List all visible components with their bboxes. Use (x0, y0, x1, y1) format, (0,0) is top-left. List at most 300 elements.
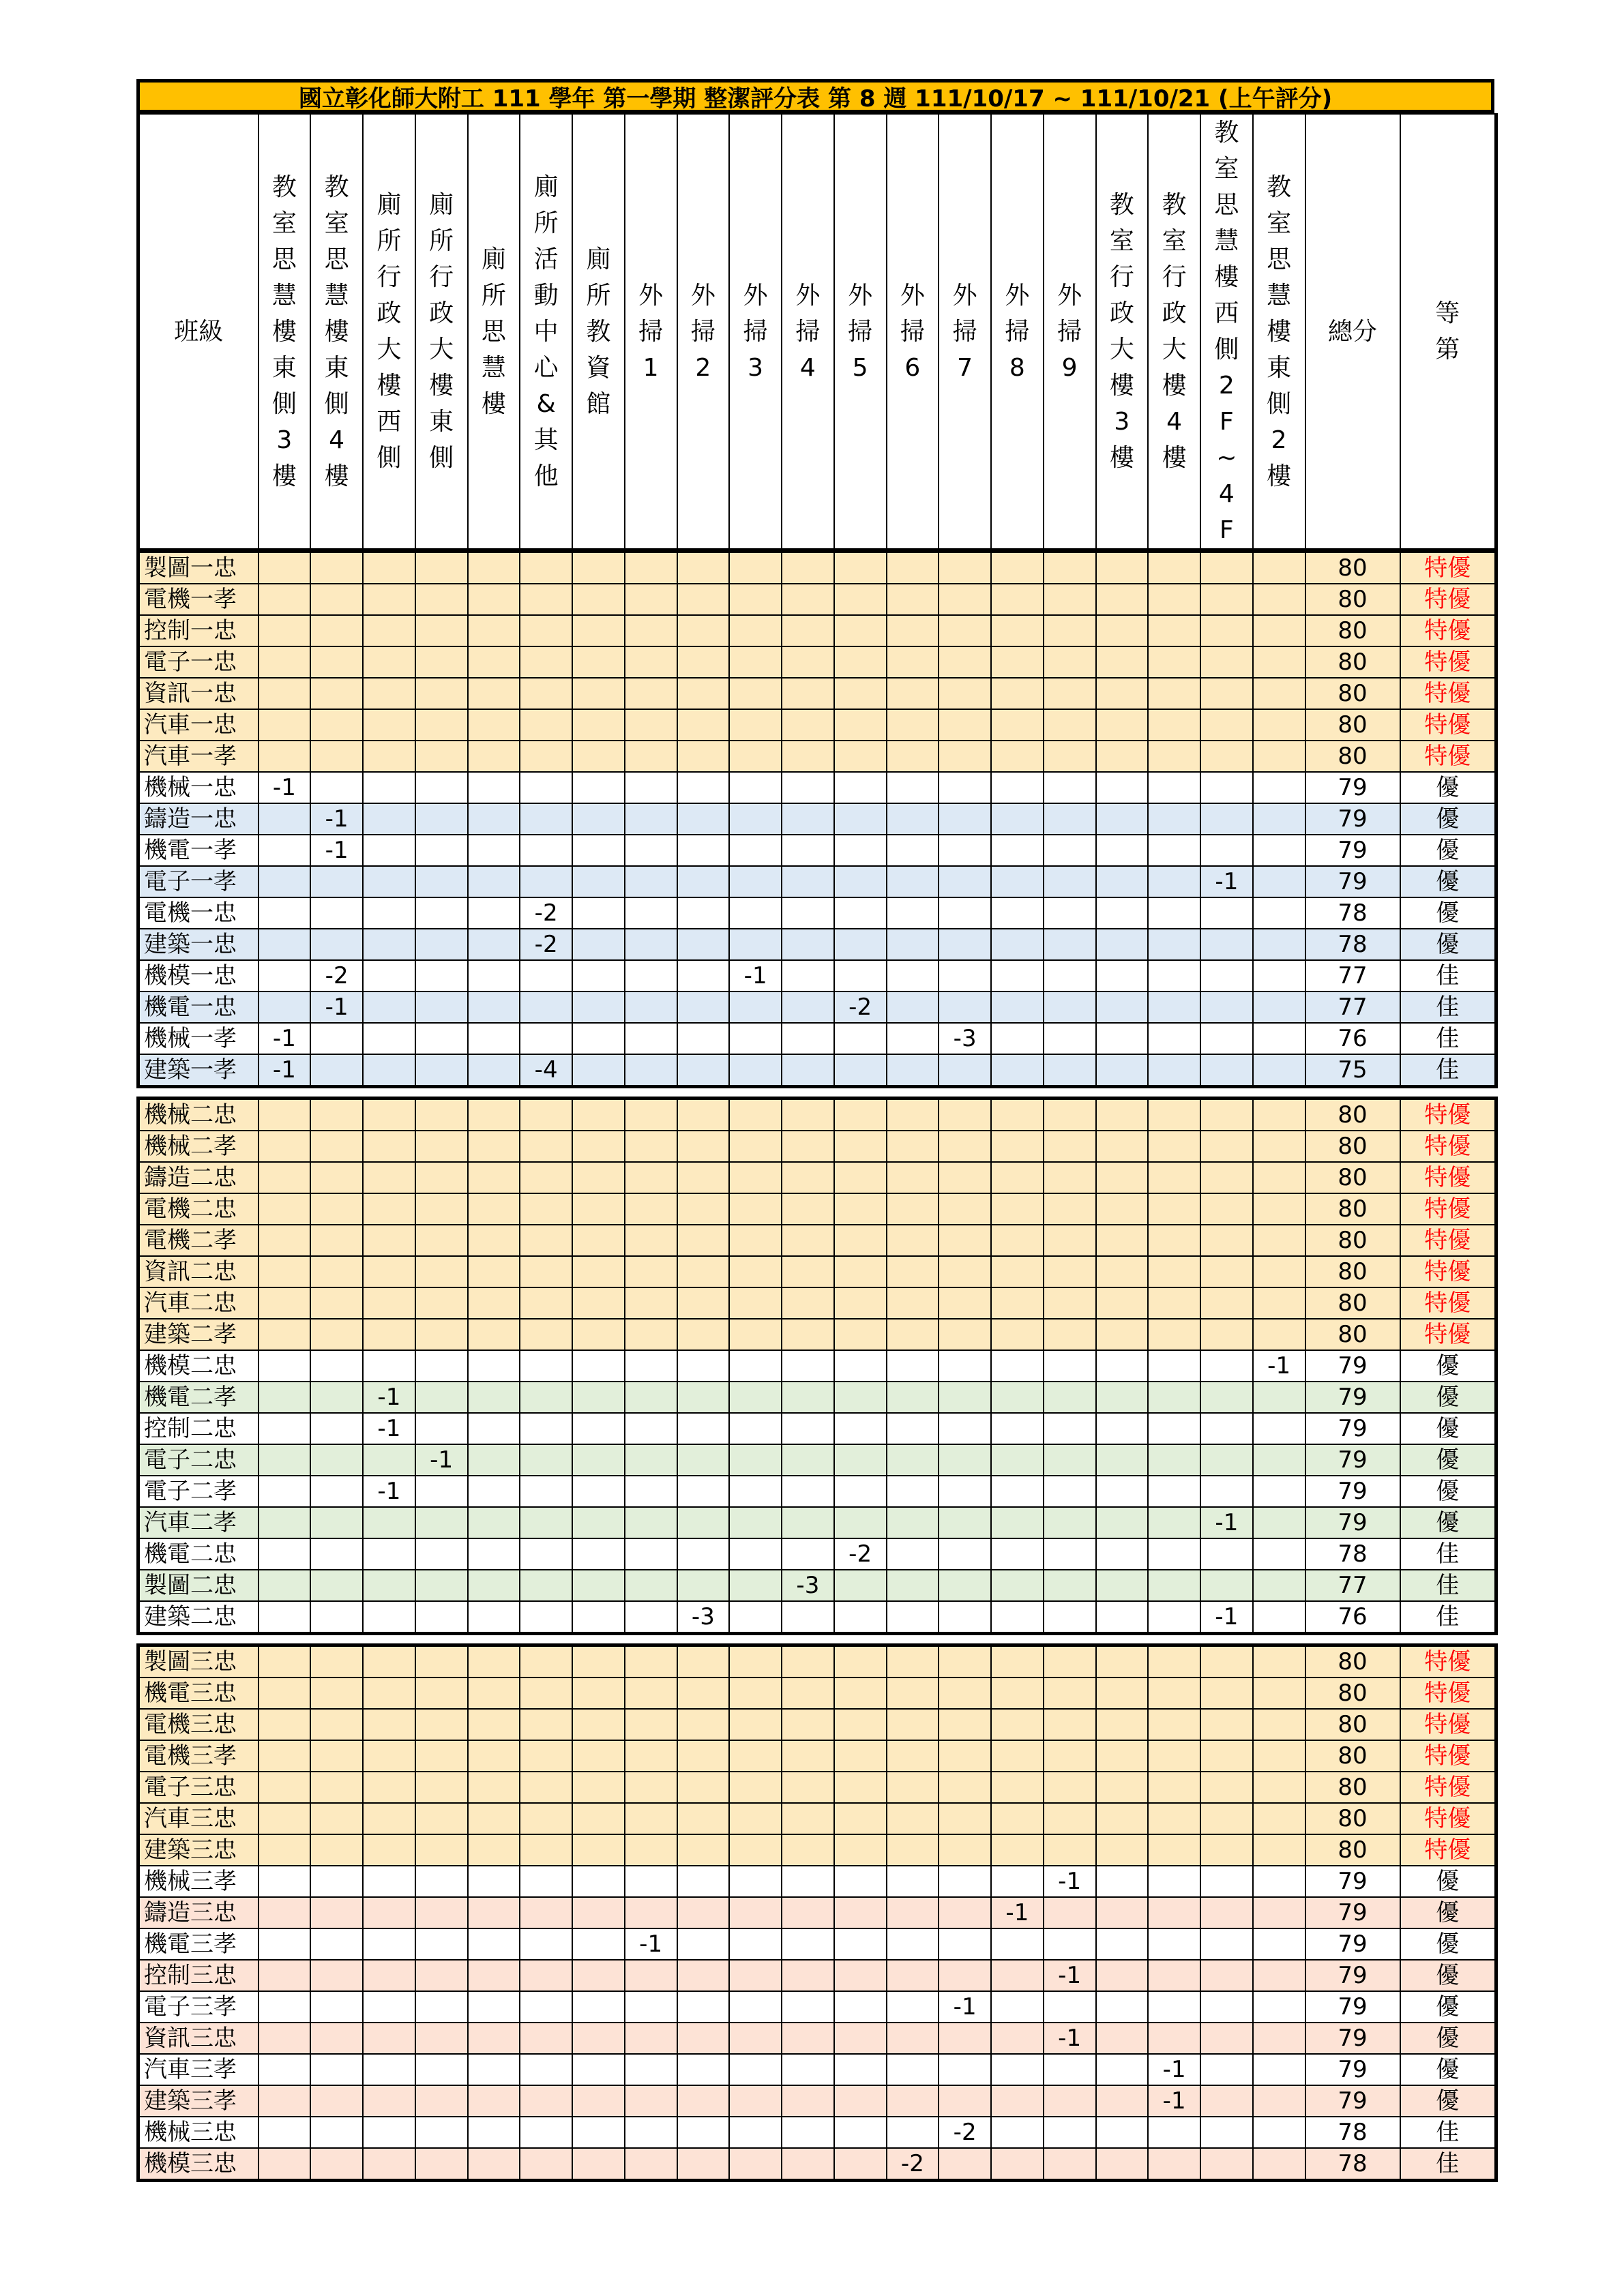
deduction-cell (363, 1193, 415, 1225)
deduction-cell (939, 1413, 991, 1444)
deduction-cell (1148, 1645, 1200, 1678)
deduction-cell (572, 584, 625, 615)
deduction-cell (259, 1709, 311, 1740)
deduction-cell (939, 1834, 991, 1866)
total-score-cell: 80 (1305, 678, 1400, 709)
deduction-cell: -1 (1044, 1866, 1096, 1897)
deduction-cell (677, 835, 730, 866)
table-row (138, 1023, 1496, 1054)
deduction-cell (939, 1444, 991, 1476)
deduction-cell (625, 1131, 677, 1162)
deduction-cell (415, 1413, 468, 1444)
deduction-cell (363, 1319, 415, 1350)
deduction-cell (572, 1740, 625, 1772)
deduction-cell (415, 1740, 468, 1772)
deduction-cell (1200, 1054, 1253, 1087)
grade-cell: 優 (1400, 1476, 1496, 1507)
table-row (138, 1131, 1496, 1162)
deduction-cell (468, 584, 520, 615)
deduction-cell (991, 835, 1044, 866)
deduction-cell: -1 (939, 1991, 991, 2023)
deduction-cell: -1 (363, 1413, 415, 1444)
grade-cell: 佳 (1400, 1570, 1496, 1601)
table-row (138, 1740, 1496, 1772)
grade-cell: 特優 (1400, 1772, 1496, 1803)
deduction-cell (572, 646, 625, 678)
deduction-cell (1044, 1570, 1096, 1601)
deduction-cell (310, 1772, 363, 1803)
deduction-cell (1148, 1287, 1200, 1319)
deduction-cell (625, 1413, 677, 1444)
deduction-cell: -1 (1044, 1960, 1096, 1991)
deduction-cell (887, 615, 939, 646)
deduction-cell (782, 584, 834, 615)
deduction-cell (729, 709, 782, 741)
deduction-cell (1200, 1193, 1253, 1225)
deduction-cell (572, 1162, 625, 1193)
deduction-cell (468, 552, 520, 584)
header-area-14-label: 外 掃 7 (952, 281, 977, 382)
deduction-cell (1148, 1507, 1200, 1538)
deduction-cell (887, 866, 939, 897)
deduction-cell (677, 2117, 730, 2148)
deduction-cell (991, 1099, 1044, 1131)
deduction-cell (887, 1709, 939, 1740)
grade-section-1 (136, 550, 1498, 1088)
header-area-15 (991, 114, 1044, 549)
total-score-cell: 80 (1305, 1287, 1400, 1319)
deduction-cell (1044, 2148, 1096, 2181)
deduction-cell (939, 1803, 991, 1834)
table-row (138, 2023, 1496, 2054)
deduction-cell (259, 1131, 311, 1162)
deduction-cell (729, 992, 782, 1023)
deduction-cell (259, 960, 311, 992)
deduction-cell (1253, 1645, 1305, 1678)
class-name-cell: 電子一忠 (138, 646, 259, 678)
deduction-cell (363, 709, 415, 741)
deduction-cell (939, 1866, 991, 1897)
deduction-cell (468, 646, 520, 678)
deduction-cell (1253, 741, 1305, 772)
deduction-cell (834, 1570, 887, 1601)
deduction-cell (1148, 1382, 1200, 1413)
deduction-cell (939, 1678, 991, 1709)
deduction-cell (677, 1225, 730, 1256)
deduction-cell (259, 1928, 311, 1960)
deduction-cell (625, 2117, 677, 2148)
grade-cell: 佳 (1400, 2117, 1496, 2148)
deduction-cell (415, 2117, 468, 2148)
class-name-cell: 建築二孝 (138, 1319, 259, 1350)
deduction-cell (1200, 1476, 1253, 1507)
deduction-cell (939, 866, 991, 897)
deduction-cell (1096, 552, 1149, 584)
deduction-cell: -1 (1044, 2023, 1096, 2054)
grade-cell: 優 (1400, 2023, 1496, 2054)
deduction-cell (625, 1023, 677, 1054)
class-name-cell: 電子三忠 (138, 1772, 259, 1803)
deduction-cell (991, 1382, 1044, 1413)
deduction-cell (259, 2023, 311, 2054)
deduction-cell (782, 1772, 834, 1803)
table-row (138, 1256, 1496, 1287)
deduction-cell (468, 1507, 520, 1538)
class-name-cell: 製圖二忠 (138, 1570, 259, 1601)
deduction-cell (468, 1803, 520, 1834)
deduction-cell (625, 866, 677, 897)
deduction-cell (1200, 1444, 1253, 1476)
grade-cell: 佳 (1400, 960, 1496, 992)
header-total-label: 總分 (1327, 317, 1377, 346)
deduction-cell (1096, 1991, 1149, 2023)
deduction-cell (677, 2085, 730, 2117)
deduction-cell (887, 1193, 939, 1225)
deduction-cell (363, 678, 415, 709)
deduction-cell (782, 2023, 834, 2054)
deduction-cell (363, 1740, 415, 1772)
deduction-cell (259, 741, 311, 772)
deduction-cell (1096, 1444, 1149, 1476)
table-row (138, 929, 1496, 960)
deduction-cell (677, 1287, 730, 1319)
deduction-cell (1096, 2117, 1149, 2148)
deduction-cell (415, 960, 468, 992)
deduction-cell (729, 1319, 782, 1350)
deduction-cell (991, 929, 1044, 960)
deduction-cell (1253, 897, 1305, 929)
deduction-cell (1148, 1476, 1200, 1507)
deduction-cell (572, 929, 625, 960)
deduction-cell (1148, 646, 1200, 678)
deduction-cell (887, 2085, 939, 2117)
deduction-cell (1148, 1601, 1200, 1634)
deduction-cell (729, 1645, 782, 1678)
grade-cell: 特優 (1400, 1740, 1496, 1772)
deduction-cell (834, 1507, 887, 1538)
class-name-cell: 建築三孝 (138, 2085, 259, 2117)
deduction-cell (468, 1319, 520, 1350)
deduction-cell (1148, 741, 1200, 772)
deduction-cell (991, 1538, 1044, 1570)
deduction-cell (991, 1991, 1044, 2023)
deduction-cell (468, 1740, 520, 1772)
deduction-cell (887, 1928, 939, 1960)
deduction-cell (677, 897, 730, 929)
deduction-cell: -1 (1253, 1350, 1305, 1382)
total-score-cell: 78 (1305, 2117, 1400, 2148)
table-row (138, 1645, 1496, 1678)
deduction-cell (991, 741, 1044, 772)
total-score-cell: 79 (1305, 2023, 1400, 2054)
deduction-cell (1044, 1287, 1096, 1319)
deduction-cell (1096, 709, 1149, 741)
deduction-cell (834, 552, 887, 584)
deduction-cell (363, 1350, 415, 1382)
deduction-cell (415, 992, 468, 1023)
deduction-cell (939, 772, 991, 803)
deduction-cell (415, 1099, 468, 1131)
deduction-cell (415, 678, 468, 709)
deduction-cell (834, 929, 887, 960)
deduction-cell (1200, 1319, 1253, 1350)
deduction-cell (782, 1507, 834, 1538)
deduction-cell (468, 960, 520, 992)
deduction-cell (363, 835, 415, 866)
deduction-cell (991, 2054, 1044, 2085)
deduction-cell (782, 2085, 834, 2117)
deduction-cell (520, 960, 572, 992)
deduction-cell (415, 929, 468, 960)
deduction-cell (1253, 1991, 1305, 2023)
deduction-cell (729, 584, 782, 615)
deduction-cell (468, 1866, 520, 1897)
deduction-cell (363, 1054, 415, 1087)
deduction-cell (468, 1054, 520, 1087)
deduction-cell (415, 803, 468, 835)
class-name-cell: 機電二孝 (138, 1382, 259, 1413)
deduction-cell (259, 1740, 311, 1772)
deduction-cell (677, 772, 730, 803)
deduction-cell (363, 772, 415, 803)
total-score-cell: 79 (1305, 2085, 1400, 2117)
deduction-cell (1200, 1772, 1253, 1803)
deduction-cell (677, 584, 730, 615)
grade-cell: 優 (1400, 803, 1496, 835)
table-row (138, 1772, 1496, 1803)
deduction-cell (1200, 1960, 1253, 1991)
deduction-cell (834, 960, 887, 992)
deduction-cell (939, 615, 991, 646)
grade-cell: 優 (1400, 772, 1496, 803)
deduction-cell (834, 897, 887, 929)
class-name-cell: 機械三孝 (138, 1866, 259, 1897)
deduction-cell (834, 1382, 887, 1413)
deduction-cell (468, 929, 520, 960)
deduction-cell (887, 1834, 939, 1866)
deduction-cell (310, 1960, 363, 1991)
deduction-cell (468, 1023, 520, 1054)
deduction-cell (991, 584, 1044, 615)
deduction-cell (520, 1991, 572, 2023)
deduction-cell (625, 897, 677, 929)
deduction-cell (729, 835, 782, 866)
deduction-cell (468, 1601, 520, 1634)
deduction-cell (1200, 1413, 1253, 1444)
deduction-cell (887, 709, 939, 741)
deduction-cell (520, 1162, 572, 1193)
deduction-cell (520, 1538, 572, 1570)
deduction-cell (991, 2148, 1044, 2181)
deduction-cell (1044, 1225, 1096, 1256)
deduction-cell: -1 (310, 803, 363, 835)
deduction-cell (363, 1645, 415, 1678)
total-score-cell: 79 (1305, 1960, 1400, 1991)
deduction-cell (1200, 2023, 1253, 2054)
deduction-cell (1200, 772, 1253, 803)
header-area-6-label: 廁 所 活 動 中 心 & 其 他 (533, 173, 559, 490)
deduction-cell (520, 1099, 572, 1131)
grade-section-2 (136, 1097, 1498, 1635)
deduction-cell (991, 1866, 1044, 1897)
total-score-cell: 80 (1305, 1645, 1400, 1678)
deduction-cell (887, 1866, 939, 1897)
deduction-cell (1253, 2054, 1305, 2085)
deduction-cell (259, 1256, 311, 1287)
deduction-cell (310, 1709, 363, 1740)
grade-cell: 優 (1400, 1382, 1496, 1413)
deduction-cell (1148, 1193, 1200, 1225)
deduction-cell (1148, 1866, 1200, 1897)
deduction-cell (468, 1162, 520, 1193)
class-name-cell: 機模三忠 (138, 2148, 259, 2181)
deduction-cell (310, 615, 363, 646)
deduction-cell (991, 1193, 1044, 1225)
deduction-cell (1200, 552, 1253, 584)
deduction-cell (520, 1897, 572, 1928)
deduction-cell (1044, 1772, 1096, 1803)
class-name-cell: 機電三忠 (138, 1678, 259, 1709)
total-score-cell: 80 (1305, 1131, 1400, 1162)
class-name-cell: 資訊一忠 (138, 678, 259, 709)
deduction-cell (520, 992, 572, 1023)
deduction-cell (834, 1991, 887, 2023)
deduction-cell (834, 835, 887, 866)
total-score-cell: 77 (1305, 992, 1400, 1023)
header-area-12-label: 外 掃 5 (848, 281, 873, 382)
deduction-cell (1253, 584, 1305, 615)
deduction-cell (1044, 1054, 1096, 1087)
deduction-cell (677, 1772, 730, 1803)
deduction-cell (520, 772, 572, 803)
deduction-cell (310, 1287, 363, 1319)
deduction-cell (1044, 1601, 1096, 1634)
deduction-cell (1044, 1740, 1096, 1772)
deduction-cell (887, 929, 939, 960)
deduction-cell (1044, 584, 1096, 615)
deduction-cell: -1 (625, 1928, 677, 1960)
deduction-cell (729, 1740, 782, 1772)
deduction-cell (729, 1476, 782, 1507)
deduction-cell (363, 1225, 415, 1256)
deduction-cell (572, 552, 625, 584)
header-area-10-label: 外 掃 3 (743, 281, 768, 382)
deduction-cell (625, 741, 677, 772)
deduction-cell (991, 1287, 1044, 1319)
deduction-cell (1044, 1803, 1096, 1834)
deduction-cell (520, 2085, 572, 2117)
class-name-cell: 機模一忠 (138, 960, 259, 992)
deduction-cell (1096, 615, 1149, 646)
deduction-cell (520, 1645, 572, 1678)
deduction-cell (1200, 1023, 1253, 1054)
deduction-cell (468, 772, 520, 803)
class-name-cell: 建築二忠 (138, 1601, 259, 1634)
deduction-cell (729, 1162, 782, 1193)
deduction-cell (259, 1834, 311, 1866)
deduction-cell (468, 1928, 520, 1960)
deduction-cell (415, 615, 468, 646)
deduction-cell (1200, 897, 1253, 929)
deduction-cell (572, 1507, 625, 1538)
class-name-cell: 汽車二孝 (138, 1507, 259, 1538)
deduction-cell (1044, 1507, 1096, 1538)
class-name-cell: 電機二孝 (138, 1225, 259, 1256)
deduction-cell (310, 1350, 363, 1382)
deduction-cell (468, 1772, 520, 1803)
deduction-cell (1044, 1476, 1096, 1507)
deduction-cell (572, 1570, 625, 1601)
deduction-cell (1044, 1162, 1096, 1193)
header-area-19-label: 教 室 思 慧 樓 西 側 2 F ~ 4 F (1214, 119, 1239, 544)
deduction-cell (310, 552, 363, 584)
deduction-cell (1253, 1834, 1305, 1866)
deduction-cell (1044, 2085, 1096, 2117)
header-class-label: 班級 (174, 317, 224, 346)
deduction-cell (991, 1803, 1044, 1834)
class-name-cell: 控制二忠 (138, 1413, 259, 1444)
header-area-8 (625, 114, 677, 549)
deduction-cell (363, 1803, 415, 1834)
class-name-cell: 機電一孝 (138, 835, 259, 866)
deduction-cell (1200, 2054, 1253, 2085)
grade-cell: 佳 (1400, 1023, 1496, 1054)
deduction-cell (468, 1413, 520, 1444)
deduction-cell (1148, 1099, 1200, 1131)
deduction-cell: -1 (729, 960, 782, 992)
deduction-cell (468, 866, 520, 897)
deduction-cell (677, 678, 730, 709)
deduction-cell (1253, 1866, 1305, 1897)
class-name-cell: 控制三忠 (138, 1960, 259, 1991)
deduction-cell (939, 709, 991, 741)
class-name-cell: 鑄造一忠 (138, 803, 259, 835)
header-class (138, 114, 259, 549)
deduction-cell (1200, 1287, 1253, 1319)
deduction-cell (1096, 1162, 1149, 1193)
deduction-cell (572, 772, 625, 803)
deduction-cell (1044, 1709, 1096, 1740)
deduction-cell (1148, 1023, 1200, 1054)
deduction-cell (1148, 1350, 1200, 1382)
deduction-cell (572, 2023, 625, 2054)
table-row (138, 1960, 1496, 1991)
deduction-cell (1096, 1193, 1149, 1225)
deduction-cell (782, 646, 834, 678)
deduction-cell (1044, 1645, 1096, 1678)
total-score-cell: 80 (1305, 1225, 1400, 1256)
deduction-cell (887, 772, 939, 803)
deduction-cell (782, 1162, 834, 1193)
deduction-cell (572, 992, 625, 1023)
deduction-cell: -3 (677, 1601, 730, 1634)
total-score-cell: 79 (1305, 2054, 1400, 2085)
deduction-cell (520, 1507, 572, 1538)
deduction-cell (415, 1897, 468, 1928)
deduction-cell (677, 1193, 730, 1225)
total-score-cell: 80 (1305, 709, 1400, 741)
deduction-cell (520, 866, 572, 897)
deduction-cell (834, 1960, 887, 1991)
grade-cell: 特優 (1400, 1225, 1496, 1256)
grade-cell: 特優 (1400, 1709, 1496, 1740)
deduction-cell (572, 1897, 625, 1928)
deduction-cell (363, 1772, 415, 1803)
class-name-cell: 機械一孝 (138, 1023, 259, 1054)
deduction-cell: -1 (1148, 2054, 1200, 2085)
deduction-cell (939, 2054, 991, 2085)
deduction-cell (415, 1772, 468, 1803)
